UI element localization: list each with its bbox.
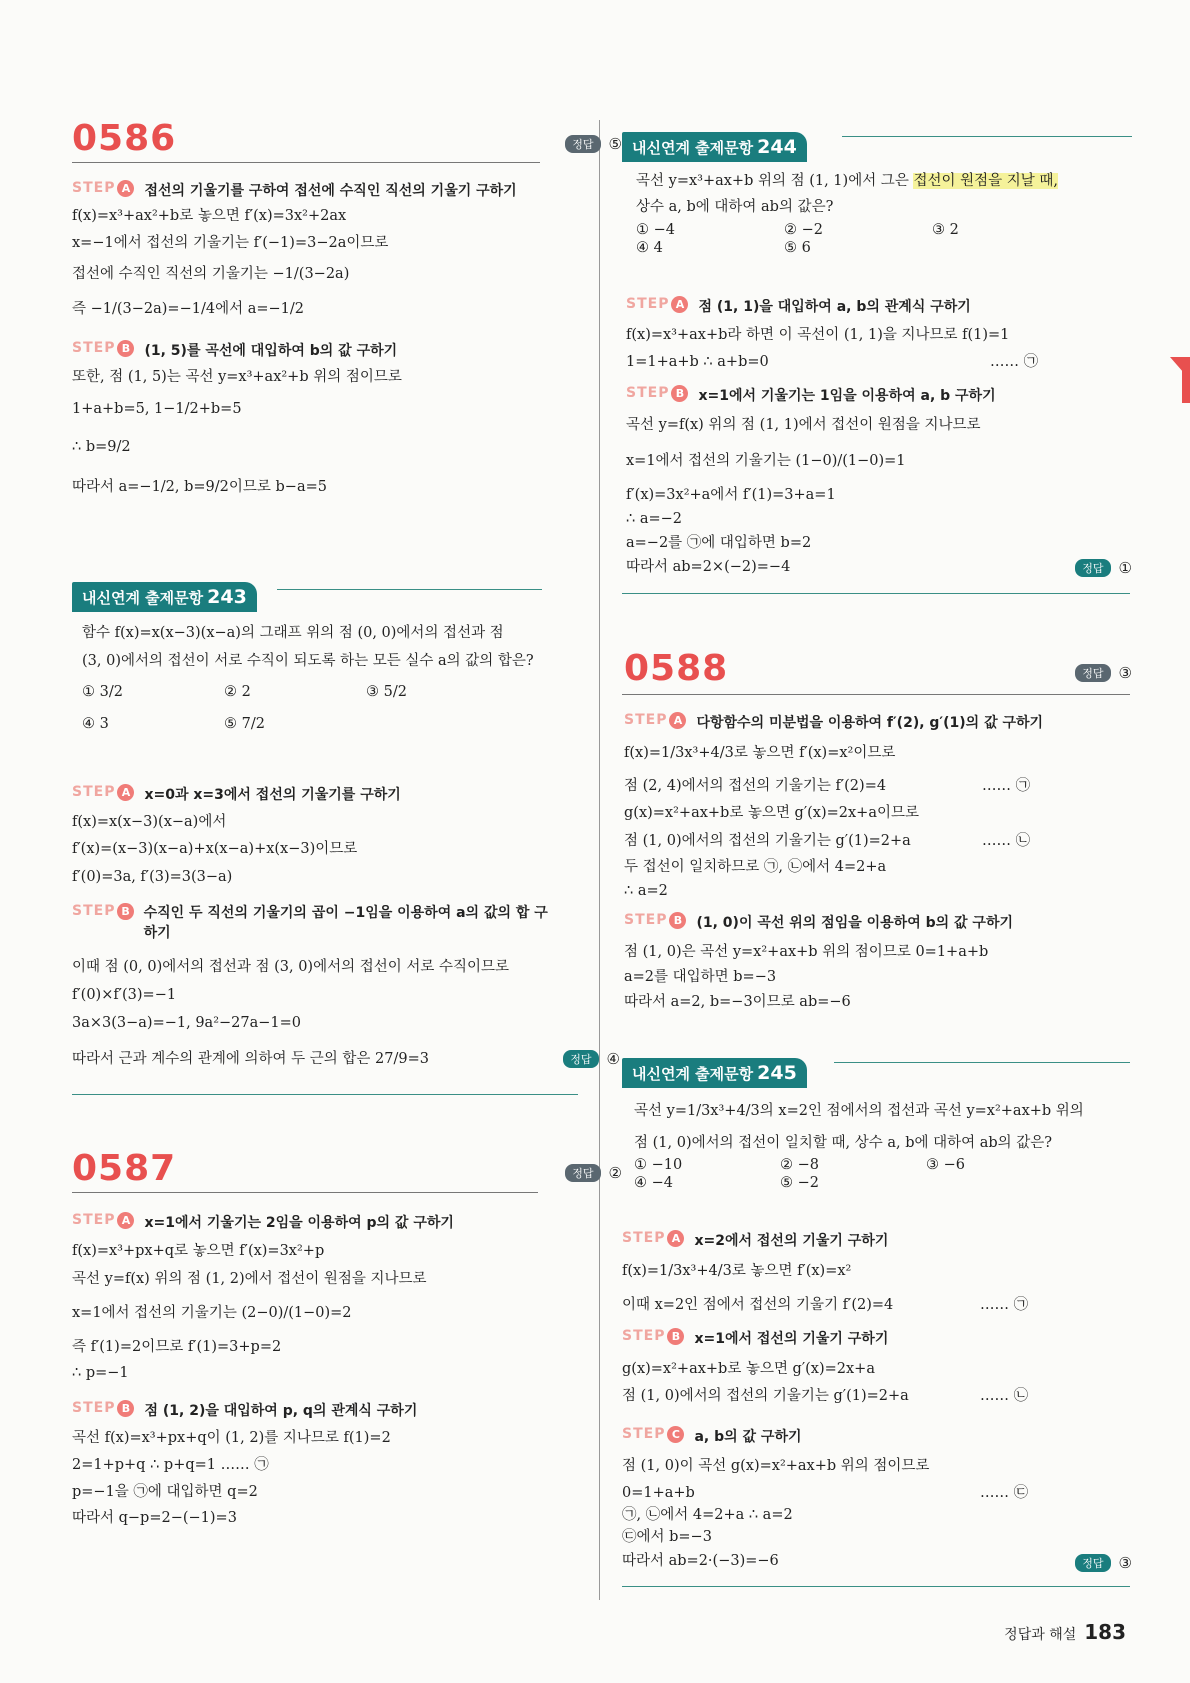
solution-line: 점 (2, 4)에서의 접선의 기울기는 f′(2)=4 — [624, 778, 887, 794]
answer-value: ① — [1118, 559, 1132, 577]
choices — [82, 684, 508, 732]
solution-line: ㉢에서 b=−3 — [622, 1529, 712, 1545]
step-label: STEP — [626, 296, 670, 312]
solution-line: x=−1에서 접선의 기울기는 f′(−1)=3−2a이므로 — [72, 235, 389, 251]
step-title: 접선의 기울기를 구하여 접선에 수직인 직선의 기울기 구하기 — [144, 183, 517, 199]
highlighted-text: 접선이 원점을 지날 때, — [913, 173, 1058, 189]
solution-line: 곡선 y=f(x) 위의 점 (1, 2)에서 접선이 원점을 지나므로 — [72, 1271, 427, 1287]
solution-line: 점 (1, 0)은 곡선 y=x²+ax+b 위의 점이므로 0=1+a+b — [624, 944, 989, 960]
step-title: x=2에서 접선의 기울기 구하기 — [694, 1233, 889, 1249]
solution-line: ∴ a=2 — [624, 883, 668, 899]
answer-value: ③ — [1118, 664, 1132, 682]
solution-line: f′(0)=3a, f′(3)=3(3−a) — [72, 869, 233, 885]
solution-line: 따라서 근과 계수의 관계에 의하여 두 근의 합은 27/9=3 — [72, 1051, 429, 1067]
solution-line: 2=1+p+q ∴ p+q=1 …… ㉠ — [72, 1457, 269, 1473]
step-heading — [622, 1230, 888, 1250]
step-heading — [72, 784, 401, 804]
page-footer — [1004, 1620, 1126, 1644]
solution-line: 따라서 a=−1/2, b=9/2이므로 b−a=5 — [72, 479, 327, 495]
solution-line: 1+a+b=5, 1−1/2+b=5 — [72, 401, 242, 417]
banner-box — [622, 132, 807, 162]
solution-line: 즉 f′(1)=2이므로 f′(1)=3+p=2 — [72, 1339, 282, 1355]
rule — [72, 162, 540, 163]
solution-line: 따라서 ab=2·(−3)=−6 — [622, 1553, 779, 1569]
step-heading — [622, 1426, 802, 1446]
step-heading — [622, 1328, 888, 1348]
step-label: STEP — [72, 1400, 116, 1416]
choice[interactable]: ② 2 — [224, 684, 251, 700]
step-letter: A — [117, 1212, 134, 1229]
question-text: 곡선 y=x³+ax+b 위의 점 (1, 1)에서 그은 — [636, 173, 914, 189]
step-letter: B — [669, 912, 686, 929]
solution-line: g(x)=x²+ax+b로 놓으면 g′(x)=2x+a — [622, 1361, 875, 1377]
solution-line: 0=1+a+b — [622, 1485, 695, 1501]
solution-line: f(x)=x(x−3)(x−a)에서 — [72, 814, 227, 830]
solution-line: 곡선 y=f(x) 위의 점 (1, 1)에서 접선이 원점을 지나므로 — [626, 417, 981, 433]
solution-line: f(x)=1/3x³+4/3로 놓으면 f′(x)=x² — [622, 1263, 852, 1279]
step-title: a, b의 값 구하기 — [694, 1429, 802, 1445]
step-label: STEP — [622, 1328, 666, 1344]
answer-badge — [1075, 559, 1132, 577]
choice[interactable]: ② −2 — [784, 222, 823, 238]
step-title: x=1에서 기울기는 2임을 이용하여 p의 값 구하기 — [144, 1215, 454, 1231]
solution-line: f(x)=x³+px+q로 놓으면 f′(x)=3x²+p — [72, 1243, 325, 1259]
step-label: STEP — [626, 385, 670, 401]
rule — [842, 136, 1132, 137]
step-label: STEP — [72, 903, 116, 919]
step-label: STEP — [72, 180, 116, 196]
problem-number: 0588 — [624, 648, 729, 689]
step-letter: A — [117, 784, 134, 801]
solution-line: p=−1을 ㉠에 대입하면 q=2 — [72, 1484, 258, 1500]
step-heading — [72, 180, 517, 200]
step-label: STEP — [72, 1212, 116, 1228]
question-banner — [622, 1058, 807, 1088]
step-letter: A — [667, 1230, 684, 1247]
step-title: (1, 0)이 곡선 위의 점임을 이용하여 b의 값 구하기 — [696, 915, 1013, 931]
answer-tag: 정답 — [563, 1050, 598, 1068]
step-letter: B — [671, 385, 688, 402]
choice[interactable]: ⑤ −2 — [780, 1175, 819, 1191]
solution-line: 1=1+a+b ∴ a+b=0 — [626, 354, 769, 370]
choice[interactable]: ④ 3 — [82, 716, 109, 732]
solution-line: g(x)=x²+ax+b로 놓으면 g′(x)=2x+a이므로 — [624, 805, 919, 821]
step-heading — [624, 712, 1043, 732]
choice[interactable]: ③ 2 — [932, 222, 959, 238]
step-heading — [624, 912, 1013, 932]
equation-marker: …… ㉠ — [980, 1297, 1029, 1313]
answer-badge — [1075, 664, 1132, 682]
choice[interactable]: ⑤ 6 — [784, 240, 811, 256]
question-banner — [72, 582, 257, 612]
solution-line: 따라서 q−p=2−(−1)=3 — [72, 1510, 237, 1526]
banner-box — [72, 582, 257, 612]
choice[interactable]: ① −4 — [636, 222, 675, 238]
choice[interactable]: ① −10 — [634, 1157, 683, 1173]
step-letter: C — [667, 1426, 684, 1443]
solution-line: 접선에 수직인 직선의 기울기는 −1/(3−2a) — [72, 266, 350, 282]
choice[interactable]: ⑤ 7/2 — [224, 716, 265, 732]
solution-line: 또한, 점 (1, 5)는 곡선 y=x³+ax²+b 위의 점이므로 — [72, 369, 402, 385]
problem-number: 0586 — [72, 118, 177, 159]
question-line: 함수 f(x)=x(x−3)(x−a)의 그래프 위의 점 (0, 0)에서의 접선과 점 — [82, 625, 504, 641]
solution-line: 3a×3(3−a)=−1, 9a²−27a−1=0 — [72, 1015, 301, 1031]
question-line: 상수 a, b에 대하여 ab의 값은? — [636, 199, 834, 215]
step-title: x=1에서 기울기는 1임을 이용하여 a, b 구하기 — [698, 388, 996, 404]
question-banner — [622, 132, 807, 162]
choice[interactable]: ③ −6 — [926, 1157, 965, 1173]
solution-line: ∴ a=−2 — [626, 511, 683, 527]
rule — [277, 589, 542, 590]
step-letter: A — [671, 296, 688, 313]
answer-tag: 정답 — [1075, 559, 1110, 577]
answer-badge — [1075, 1554, 1132, 1572]
banner-number: 245 — [757, 1062, 797, 1084]
choice[interactable]: ② −8 — [780, 1157, 819, 1173]
step-title: x=0과 x=3에서 접선의 기울기를 구하기 — [144, 787, 401, 803]
rule — [834, 1062, 1130, 1063]
solution-line: 이때 점 (0, 0)에서의 접선과 점 (3, 0)에서의 접선이 서로 수직이므로 — [72, 959, 509, 975]
solution-line: ∴ b=9/2 — [72, 439, 131, 455]
question-line — [636, 170, 1058, 192]
answer-value: ④ — [606, 1050, 620, 1068]
step-title: (1, 5)를 곡선에 대입하여 b의 값 구하기 — [144, 343, 398, 359]
answer-tag: 정답 — [565, 1164, 600, 1182]
solution-line: f(x)=x³+ax²+b로 놓으면 f′(x)=3x²+2ax — [72, 208, 347, 224]
step-letter: B — [667, 1328, 684, 1345]
step-letter: A — [117, 180, 134, 197]
rule — [72, 1094, 578, 1095]
step-label: STEP — [622, 1426, 666, 1442]
rule — [622, 1586, 1130, 1587]
banner-label: 내신연계 출제문항 — [632, 139, 754, 157]
step-label: STEP — [624, 712, 668, 728]
rule — [622, 593, 1130, 594]
banner-number: 243 — [207, 586, 247, 608]
solution-line: f(x)=1/3x³+4/3로 놓으면 f′(x)=x²이므로 — [624, 745, 896, 761]
solution-line: f′(x)=3x²+a에서 f′(1)=3+a=1 — [626, 487, 836, 503]
choice[interactable]: ③ 5/2 — [366, 684, 407, 700]
solution-line: 따라서 a=2, b=−3이므로 ab=−6 — [624, 994, 851, 1010]
step-label: STEP — [624, 912, 668, 928]
solution-line: f′(x)=(x−3)(x−a)+x(x−a)+x(x−3)이므로 — [72, 841, 358, 857]
choices — [636, 222, 1080, 256]
answer-badge — [565, 135, 622, 153]
banner-label: 내신연계 출제문항 — [82, 589, 204, 607]
solution-line: 점 (1, 0)에서의 접선의 기울기는 g′(1)=2+a — [624, 833, 911, 849]
answer-tag: 정답 — [1075, 1554, 1110, 1572]
choice[interactable]: ④ −4 — [634, 1175, 673, 1191]
choice[interactable]: ④ 4 — [636, 240, 663, 256]
footer-label: 정답과 해설 — [1004, 1627, 1077, 1643]
step-heading — [72, 1400, 417, 1420]
answer-badge — [563, 1050, 620, 1068]
step-label: STEP — [72, 340, 116, 356]
page-edge-tab — [1170, 357, 1190, 403]
equation-marker: …… ㉡ — [980, 1388, 1029, 1404]
step-letter: B — [117, 340, 134, 357]
rule — [72, 1192, 538, 1193]
answer-badge — [565, 1164, 622, 1182]
solution-line: 점 (1, 0)이 곡선 g(x)=x²+ax+b 위의 점이므로 — [622, 1458, 930, 1474]
step-title: 점 (1, 1)을 대입하여 a, b의 관계식 구하기 — [698, 299, 971, 315]
step-heading — [72, 340, 397, 360]
solution-line: 곡선 f(x)=x³+px+q이 (1, 2)를 지나므로 f(1)=2 — [72, 1430, 391, 1446]
rule — [622, 694, 1130, 695]
step-letter: B — [117, 903, 133, 920]
solution-line: 두 접선이 일치하므로 ㉠, ㉡에서 4=2+a — [624, 859, 887, 875]
step-letter: A — [669, 712, 686, 729]
answer-tag: 정답 — [1075, 664, 1110, 682]
step-heading — [72, 903, 552, 943]
step-label: STEP — [622, 1230, 666, 1246]
solution-line: 점 (1, 0)에서의 접선의 기울기는 g′(1)=2+a — [622, 1388, 909, 1404]
answer-value: ⑤ — [608, 135, 622, 153]
equation-marker: …… ㉠ — [982, 778, 1031, 794]
solution-line: f′(0)×f′(3)=−1 — [72, 987, 177, 1003]
choice[interactable]: ① 3/2 — [82, 684, 123, 700]
step-heading — [626, 296, 971, 316]
question-line: 점 (1, 0)에서의 접선이 일치할 때, 상수 a, b에 대하여 ab의 값은? — [634, 1135, 1053, 1151]
solution-line: a=−2를 ㉠에 대입하면 b=2 — [626, 535, 812, 551]
step-title: 다항함수의 미분법을 이용하여 f′(2), g′(1)의 값 구하기 — [696, 715, 1044, 731]
equation-marker: …… ㉢ — [980, 1485, 1029, 1501]
answer-value: ③ — [1118, 1554, 1132, 1572]
question-line: 곡선 y=1/3x³+4/3의 x=2인 점에서의 접선과 곡선 y=x²+ax+b 위의 — [634, 1103, 1084, 1119]
choices — [634, 1157, 1072, 1191]
solution-line: 따라서 ab=2×(−2)=−4 — [626, 559, 791, 575]
column-divider — [599, 120, 600, 1600]
equation-marker: …… ㉠ — [990, 354, 1039, 370]
question-line: (3, 0)에서의 접선이 서로 수직이 되도록 하는 모든 실수 a의 값의 합은? — [82, 653, 534, 669]
equation-marker: …… ㉡ — [982, 833, 1031, 849]
step-title: 점 (1, 2)을 대입하여 p, q의 관계식 구하기 — [144, 1403, 418, 1419]
solution-line: ㉠, ㉡에서 4=2+a ∴ a=2 — [622, 1507, 793, 1523]
solution-line: 이때 x=2인 점에서 접선의 기울기 f′(2)=4 — [622, 1297, 894, 1313]
solution-line: x=1에서 접선의 기울기는 (1−0)/(1−0)=1 — [626, 453, 906, 469]
banner-box — [622, 1058, 807, 1088]
problem-number: 0587 — [72, 1148, 177, 1189]
step-title: 수직인 두 직선의 기울기의 곱이 −1임을 이용하여 a의 값의 합 구하기 — [143, 905, 548, 941]
solution-line: 즉 −1/(3−2a)=−1/4에서 a=−1/2 — [72, 301, 304, 317]
banner-number: 244 — [757, 136, 797, 158]
solution-line: f(x)=x³+ax+b라 하면 이 곡선이 (1, 1)을 지나므로 f(1)=1 — [626, 327, 1010, 343]
banner-label: 내신연계 출제문항 — [632, 1065, 754, 1083]
solution-line: x=1에서 접선의 기울기는 (2−0)/(1−0)=2 — [72, 1305, 352, 1321]
page-number: 183 — [1084, 1620, 1126, 1644]
answer-tag: 정답 — [565, 135, 600, 153]
step-heading — [626, 385, 996, 405]
step-letter: B — [117, 1400, 134, 1417]
solution-line: a=2를 대입하면 b=−3 — [624, 969, 777, 985]
answer-value: ② — [608, 1164, 622, 1182]
step-heading — [72, 1212, 454, 1232]
step-label: STEP — [72, 784, 116, 800]
solution-line: ∴ p=−1 — [72, 1365, 129, 1381]
step-title: x=1에서 접선의 기울기 구하기 — [694, 1331, 889, 1347]
